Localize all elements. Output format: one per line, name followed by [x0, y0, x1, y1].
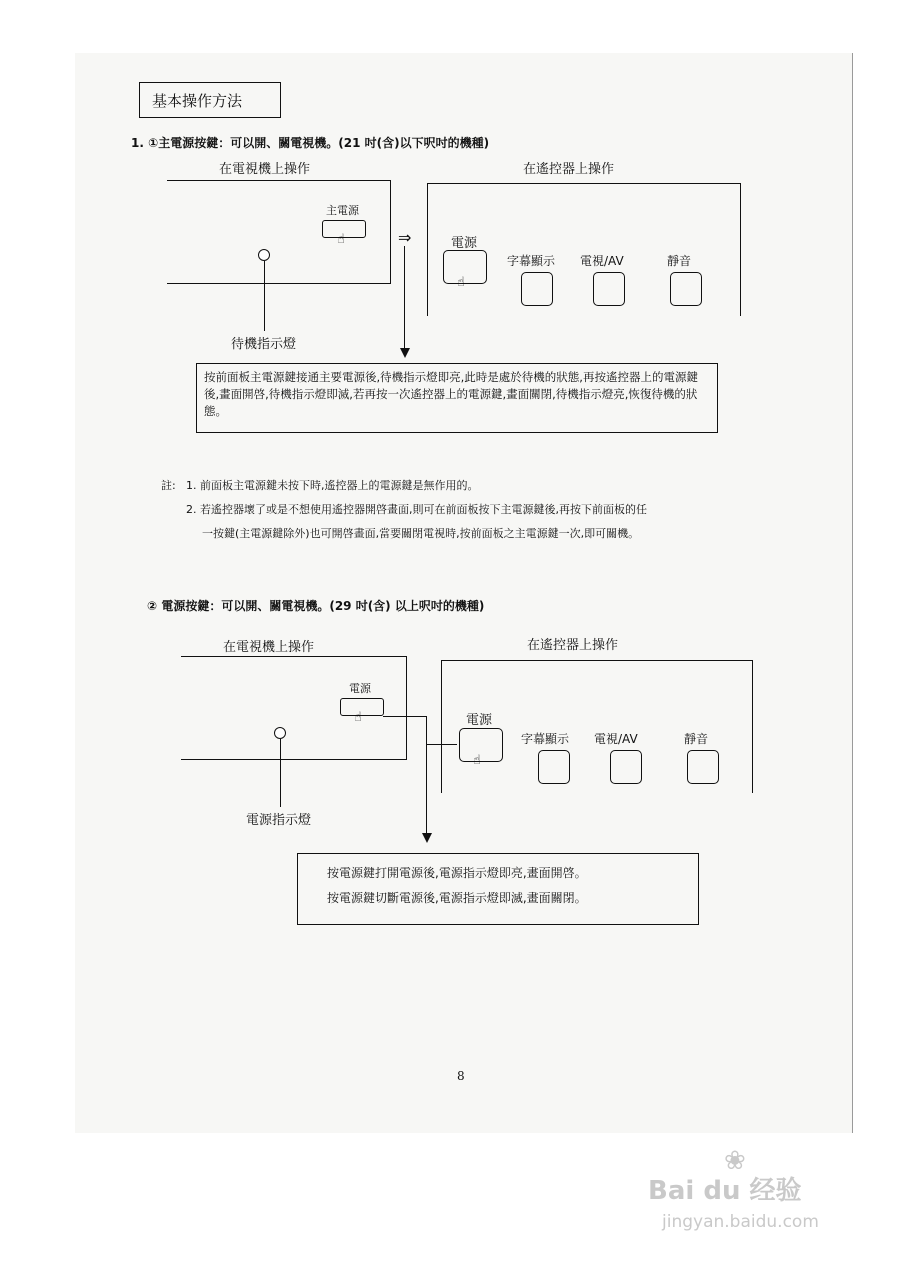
part2-remote-panel-right: [752, 660, 753, 793]
part1-remote-panel-top: [427, 183, 741, 184]
part2-remote-key-label-mute: 靜音: [684, 732, 709, 746]
part2-note-line-2: 按電源鍵切斷電源後,電源指示燈即滅,畫面關閉。: [327, 891, 587, 905]
part2-tvav-key[interactable]: [610, 750, 642, 784]
part1-remote-key-label-caption: 字幕顯示: [507, 254, 556, 268]
part1-arrow-line: [404, 246, 405, 348]
notes-label: 註:: [161, 479, 176, 492]
part2-heading: ② 電源按鍵：可以開、關電視機。(29 吋(含) 以上呎吋的機種): [147, 599, 485, 613]
part1-remote-key-label-tvav: 電視/AV: [580, 254, 624, 268]
part2-connector-remote: [427, 744, 457, 745]
part1-remote-label: 在遙控器上操作: [523, 162, 615, 177]
part2-power-led-icon: [274, 727, 286, 739]
part1-tv-button-label: 主電源: [326, 204, 359, 217]
part2-indicator-label: 電源指示燈: [246, 813, 312, 828]
baidu-paw-icon: ❀: [724, 1146, 746, 1176]
part2-remote-key-label-power: 電源: [466, 713, 493, 728]
part1-remote-key-label-power: 電源: [451, 236, 478, 251]
part2-remote-label: 在遙控器上操作: [527, 638, 619, 653]
part1-arrow-icon: ⇒: [398, 228, 412, 247]
part1-remote-power-key[interactable]: [443, 250, 487, 284]
part1-tv-panel-side: [390, 180, 391, 283]
part2-tv-panel-side: [406, 656, 407, 759]
part2-arrow-down-icon: [422, 833, 432, 843]
part1-tv-panel-top: [167, 180, 391, 181]
part2-remote-power-key[interactable]: [459, 728, 503, 762]
scanned-page: [75, 53, 853, 1133]
part2-connector-h: [383, 716, 427, 717]
part2-hand-icon-tv: ☝: [354, 710, 362, 725]
part2-power-button[interactable]: [340, 698, 384, 716]
part2-tv-panel-bottom: [181, 759, 407, 760]
part2-remote-panel-left: [441, 660, 442, 793]
part2-tv-panel-top: [181, 656, 407, 657]
part1-tv-panel-bottom: [167, 283, 391, 284]
watermark-brand: Bai du 经验: [648, 1176, 802, 1206]
part1-mute-key[interactable]: [670, 272, 702, 306]
part2-remote-key-label-tvav: 電視/AV: [594, 732, 638, 746]
section-title: 基本操作方法: [152, 92, 243, 110]
watermark-url: jingyan.baidu.com: [662, 1212, 819, 1232]
part1-heading: 1. ①主電源按鍵：可以開、關電視機。(21 吋(含)以下呎吋的機種): [131, 136, 490, 150]
part1-arrow-down-icon: [400, 348, 410, 358]
part2-hand-icon-remote: ☝: [473, 753, 481, 768]
part2-tv-label: 在電視機上操作: [223, 640, 315, 655]
part1-caption-key[interactable]: [521, 272, 553, 306]
part2-arrow-line: [426, 716, 427, 833]
note-2: 2. 若遙控器壞了或是不想使用遙控器開啓畫面,則可在前面板按下主電源鍵後,再按下前面板的任: [186, 503, 647, 516]
part2-remote-panel-top: [441, 660, 753, 661]
part1-remote-panel-left: [427, 183, 428, 316]
part2-mute-key[interactable]: [687, 750, 719, 784]
part2-note-line-1: 按電源鍵打開電源後,電源指示燈即亮,畫面開啓。: [327, 866, 587, 880]
part1-hand-icon-tv: ☝: [337, 232, 345, 247]
part1-remote-key-label-mute: 靜音: [667, 254, 692, 268]
part1-remote-panel-right: [740, 183, 741, 316]
part1-led-leader: [264, 261, 265, 331]
part2-tv-button-label: 電源: [349, 682, 371, 695]
part1-tvav-key[interactable]: [593, 272, 625, 306]
part1-standby-led-icon: [258, 249, 270, 261]
part2-led-leader: [280, 739, 281, 807]
part2-caption-key[interactable]: [538, 750, 570, 784]
note-1: 1. 前面板主電源鍵未按下時,遙控器上的電源鍵是無作用的。: [186, 479, 479, 492]
part1-indicator-label: 待機指示燈: [231, 337, 297, 352]
part2-remote-key-label-caption: 字幕顯示: [521, 732, 570, 746]
page-number: 8: [457, 1069, 465, 1083]
note-2-cont: 一按鍵(主電源鍵除外)也可開啓畫面,當要關閉電視時,按前面板之主電源鍵一次,即可關機。: [202, 527, 640, 540]
part1-note-text: 按前面板主電源鍵接通主要電源後,待機指示燈即亮,此時是處於待機的狀態,再按遙控器上的電源鍵後,畫面開啓,待機指示燈即滅,若再按一次遙控器上的電源鍵,畫面關閉,待機指示燈亮,恢復待機的狀態。: [204, 370, 698, 418]
part1-tv-label: 在電視機上操作: [219, 162, 311, 177]
part1-hand-icon-remote: ☝: [457, 275, 465, 290]
